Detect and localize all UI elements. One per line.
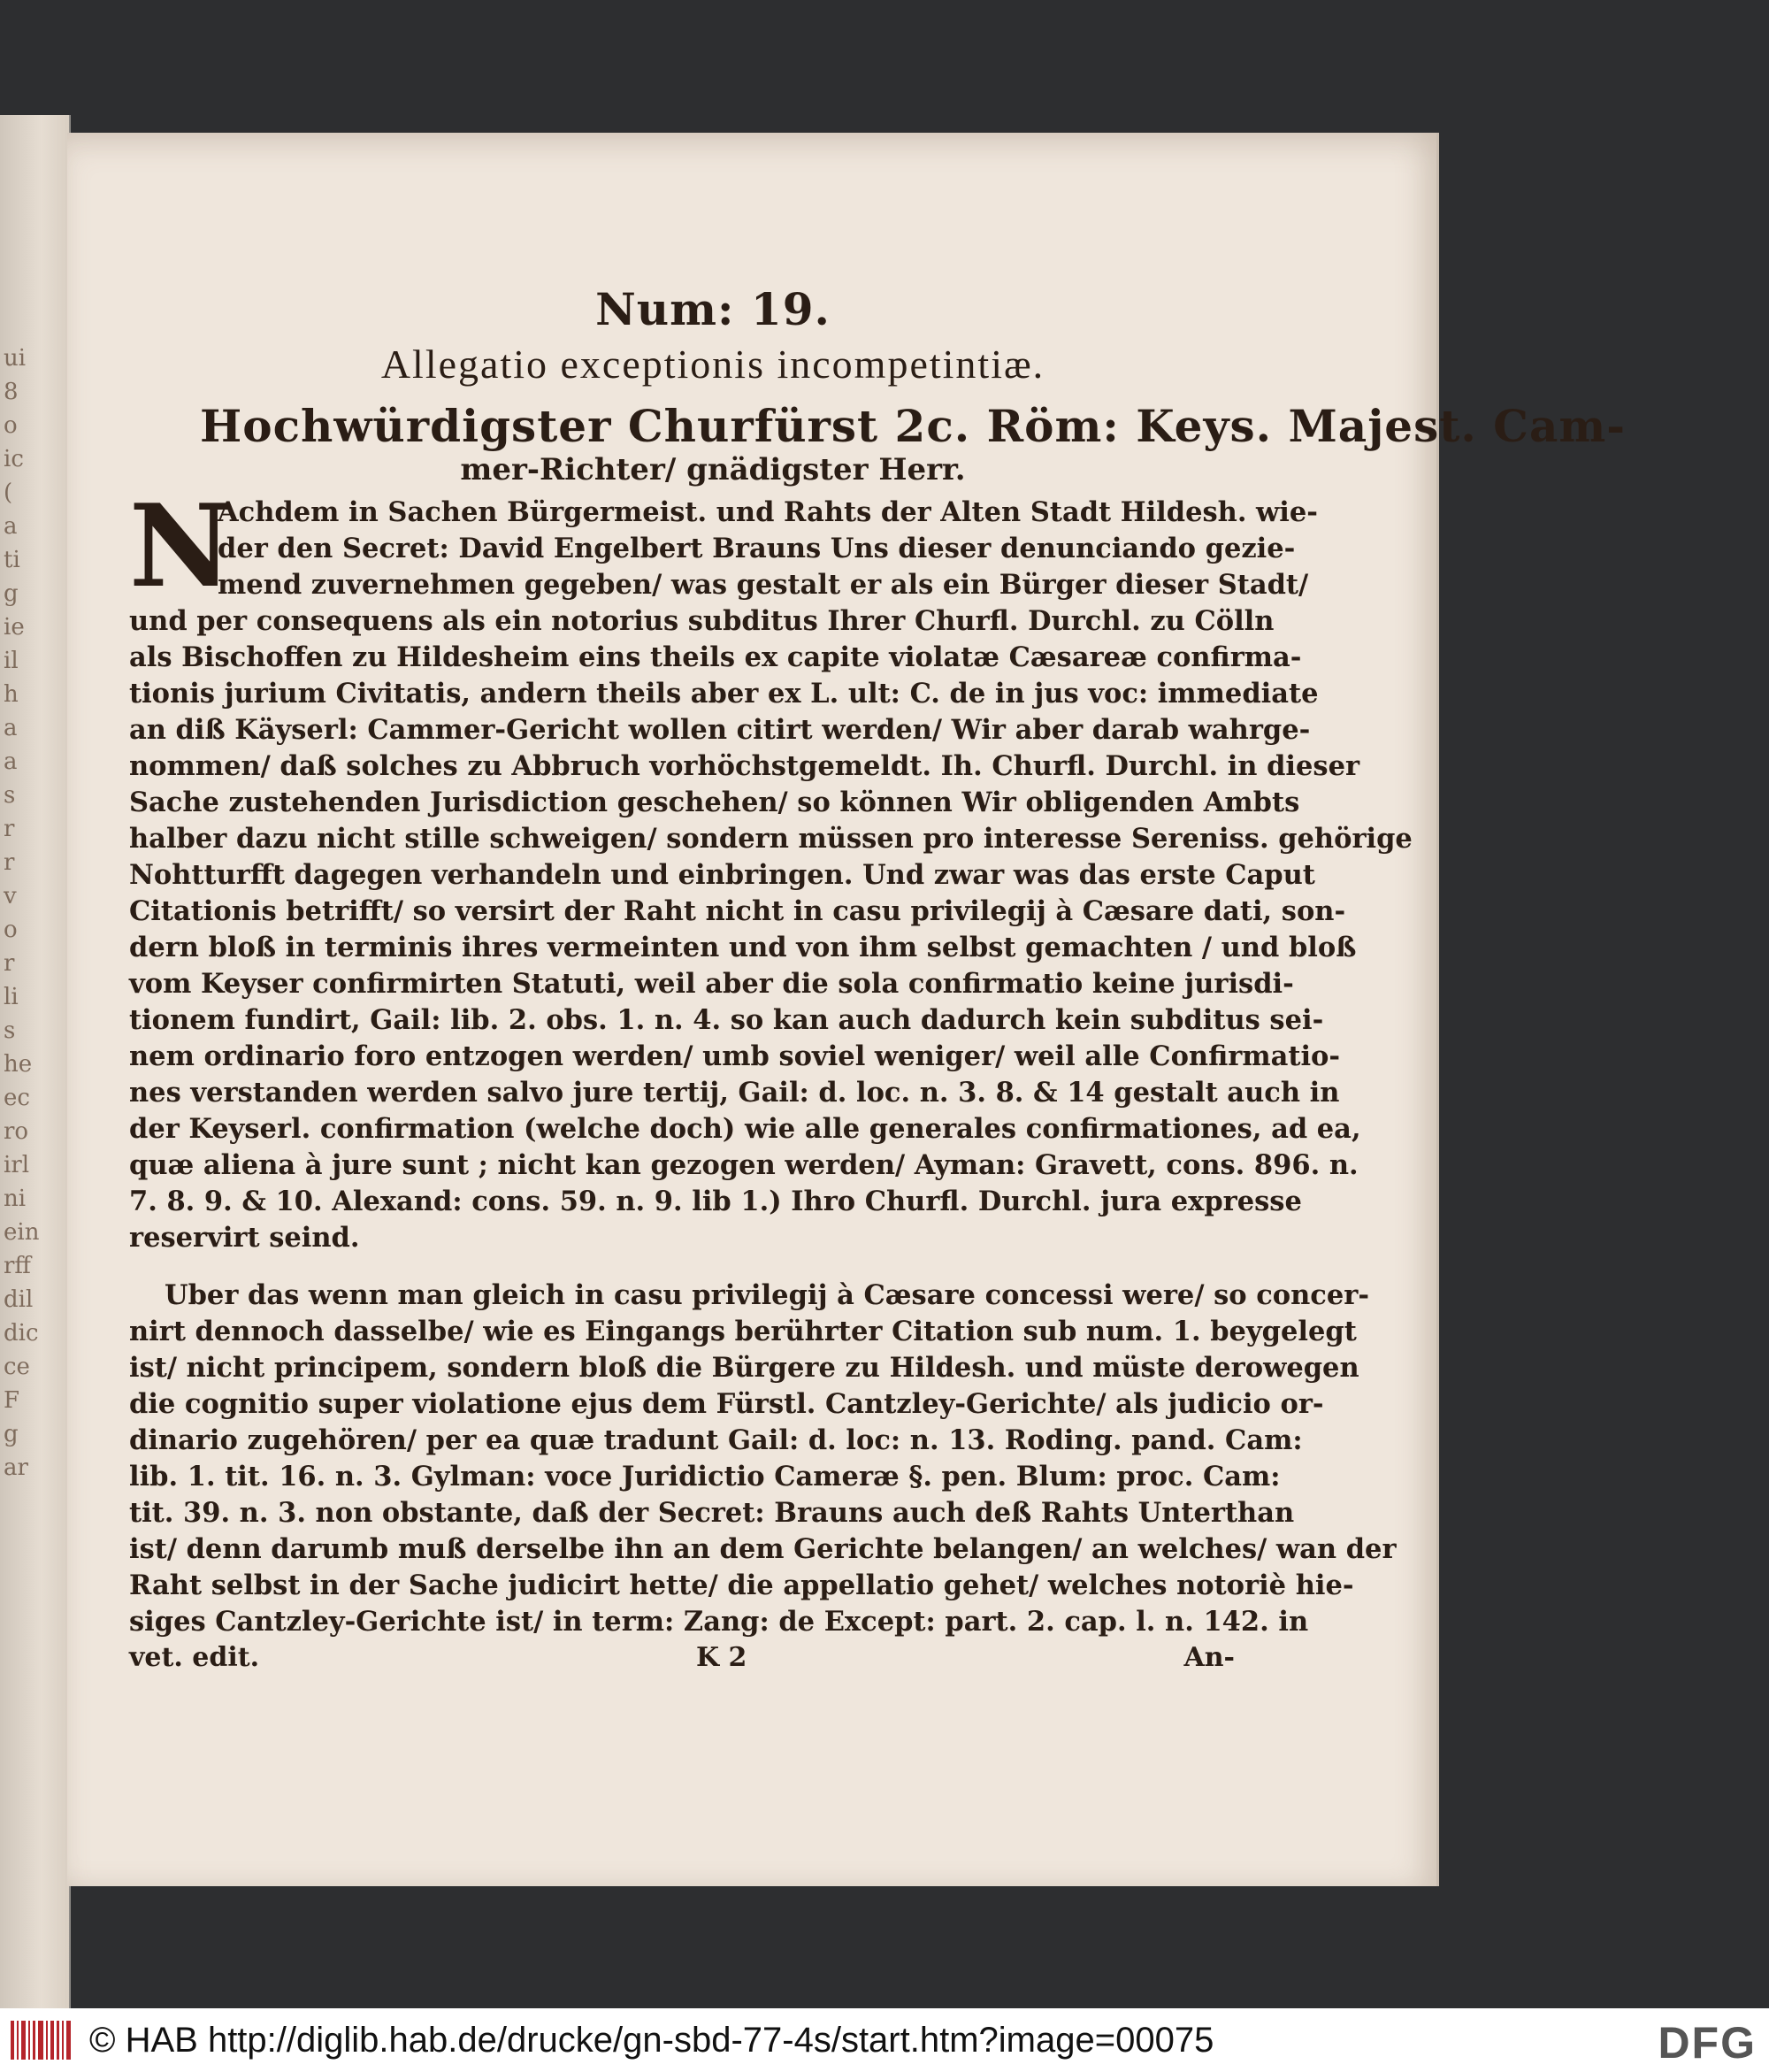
page-fragment: ui xyxy=(4,345,27,372)
page-fragment: irl xyxy=(4,1152,30,1178)
text-line: Sache zustehenden Jurisdiction geschehen/ so können Wir obligenden Ambts xyxy=(129,787,1300,818)
credit-link[interactable]: © HAB http://diglib.hab.de/drucke/gn-sbd-77-4s/start.htm?image=00075 xyxy=(89,2020,1214,2060)
page-fragment: o xyxy=(4,917,18,943)
page-fragment: dil xyxy=(4,1286,34,1313)
text-line: tionem fundirt, Gail: lib. 2. obs. 1. n. 4. so kan auch dadurch kein subditus sei- xyxy=(129,1004,1324,1036)
page-fragment: ni xyxy=(4,1186,27,1212)
page-fragment: dic xyxy=(4,1320,39,1347)
text-line: nirt dennoch dasselbe/ wie es Eingangs berührter Citation sub num. 1. beygelegt xyxy=(129,1316,1357,1347)
page-fragment: a xyxy=(4,513,18,540)
page-fragment: he xyxy=(4,1051,33,1078)
text-line: ist/ nicht principem, sondern bloß die Bürgere zu Hildesh. und müste derowegen xyxy=(129,1352,1359,1384)
text-line: ist/ denn darumb muß derselbe ihn an dem Gerichte belangen/ an welches/ wan der xyxy=(129,1533,1397,1565)
paragraph-1 xyxy=(129,480,1413,1256)
page-fragment: ar xyxy=(4,1454,28,1481)
text-line: Nohtturfft dagegen verhandeln und einbringen. Und zwar was das erste Caput xyxy=(129,859,1315,891)
text-line: tionis jurium Civitatis, andern theils aber ex L. ult: C. de in jus voc: immediate xyxy=(129,678,1319,710)
page-fragment: v xyxy=(4,883,17,909)
text-line: reservirt seind. xyxy=(129,1222,360,1254)
paragraph-2 xyxy=(129,1278,1397,1640)
page-fragment: il xyxy=(4,648,19,674)
document-subtitle: Allegatio exceptionis incompetintiæ. xyxy=(380,341,1045,387)
text-line: siges Cantzley-Gerichte ist/ in term: Zang: de Except: part. 2. cap. l. n. 142. in xyxy=(129,1606,1309,1638)
text-line: tit. 39. n. 3. non obstante, daß der Secret: Brauns auch deß Rahts Unterthan xyxy=(129,1497,1295,1529)
page-fragment: r xyxy=(4,849,15,876)
text-line: und per consequens als ein notorius subditus Ihrer Churfl. Durchl. zu Cölln xyxy=(129,605,1275,637)
adjacent-page-edge xyxy=(0,115,71,2008)
text-line: quæ aliena à jure sunt ; nicht kan gezogen werden/ Ayman: Gravett, cons. 896. n. xyxy=(129,1149,1359,1181)
text-line: an diß Käyserl: Cammer-Gericht wollen citirt werden/ Wir aber darab wahrge- xyxy=(129,714,1311,746)
page-footer xyxy=(129,1642,1235,1673)
barcode-icon xyxy=(11,2021,73,2060)
page-fragment: a xyxy=(4,715,18,741)
page-fragment: li xyxy=(4,984,19,1010)
text-line: der den Secret: David Engelbert Brauns Uns dieser denunciando gezie- xyxy=(218,533,1296,564)
drop-cap: N xyxy=(129,480,233,613)
text-line: dinario zugehören/ per ea quæ tradunt Gail: d. loc: n. 13. Roding. pand. Cam: xyxy=(129,1424,1303,1456)
page-fragment: ic xyxy=(4,446,24,472)
text-line: nommen/ daß solches zu Abbruch vorhöchstgemeldt. Ih. Churfl. Durchl. in dieser xyxy=(129,750,1360,782)
text-line: Achdem in Sachen Bürgermeist. und Rahts der Alten Stadt Hildesh. wie- xyxy=(218,496,1318,528)
text-line: der Keyserl. confirmation (welche doch) wie alle generales confirmationes, ad ea, xyxy=(129,1113,1361,1145)
page-fragment: F xyxy=(4,1387,20,1414)
text-line: lib. 1. tit. 16. n. 3. Gylman: voce Juridictio Cameræ §. pen. Blum: proc. Cam: xyxy=(129,1461,1281,1493)
text-line: nem ordinario foro entzogen werden/ umb soviel weniger/ weil alle Confirmatio- xyxy=(129,1040,1341,1072)
page-text xyxy=(129,283,1627,1673)
page-fragment: ro xyxy=(4,1118,29,1145)
page-fragment: 8 xyxy=(4,379,19,405)
salutation-line-2: mer-Richter/ gnädigster Herr. xyxy=(460,452,966,487)
text-line: die cognitio super violatione ejus dem Fürstl. Cantzley-Gerichte/ als judicio or- xyxy=(129,1388,1324,1420)
signature-mark: K 2 xyxy=(696,1642,747,1673)
credit-bar xyxy=(0,2008,1769,2072)
page-fragment: rff xyxy=(4,1253,31,1279)
page-fragment: o xyxy=(4,412,18,439)
text-line: dern bloß in terminis ihres vermeinten und von ihm selbst gemachten / und bloß xyxy=(129,932,1357,963)
page-fragment: a xyxy=(4,748,18,775)
page-fragment: g xyxy=(4,1421,19,1447)
document-page xyxy=(67,133,1627,1886)
text-line: mend zuvernehmen gegeben/ was gestalt er als ein Bürger dieser Stadt/ xyxy=(218,569,1309,601)
page-fragment: ti xyxy=(4,547,20,573)
page-fragment: r xyxy=(4,816,15,842)
page-fragment: h xyxy=(4,681,19,708)
page-fragment: ( xyxy=(4,480,13,506)
text-line: vom Keyser confirmirten Statuti, weil aber die sola confirmatio keine jurisdi- xyxy=(129,968,1294,1000)
text-line: Citationis betrifft/ so versirt der Raht nicht in casu privilegij à Cæsare dati, son- xyxy=(129,895,1346,927)
page-fragment: ein xyxy=(4,1219,40,1246)
page-fragment: s xyxy=(4,782,16,809)
page-fragment: ie xyxy=(4,614,25,641)
text-line: nes verstanden werden salvo jure tertij, Gail: d. loc. n. 3. 8. & 14 gestalt auch in xyxy=(129,1077,1340,1109)
document-number: Num: 19. xyxy=(595,283,831,335)
dfg-logo: DFG xyxy=(1658,2018,1757,2068)
salutation-line-1: Hochwürdigster Churfürst 2c. Röm: Keys. Majest. Cam- xyxy=(200,400,1627,452)
text-line: halber dazu nicht stille schweigen/ sondern müssen pro interesse Sereniss. gehörige xyxy=(129,823,1413,855)
text-line: 7. 8. 9. & 10. Alexand: cons. 59. n. 9. lib 1.) Ihro Churfl. Durchl. jura expresse xyxy=(129,1186,1302,1217)
text-line: Uber das wenn man gleich in casu privilegij à Cæsare concessi were/ so concer- xyxy=(165,1279,1370,1311)
text-line: Raht selbst in der Sache judicirt hette/ die appellatio gehet/ welches notoriè hie- xyxy=(129,1569,1354,1601)
footer-text: vet. edit. xyxy=(129,1642,260,1673)
page-fragment: r xyxy=(4,950,15,977)
text-line: als Bischoffen zu Hildesheim eins theils ex capite violatæ Cæsareæ confirma- xyxy=(129,641,1302,673)
page-fragment: s xyxy=(4,1017,16,1044)
page-fragment: ce xyxy=(4,1354,30,1380)
page-fragment: ec xyxy=(4,1085,30,1111)
catchword: An- xyxy=(1183,1642,1235,1673)
page-fragment: g xyxy=(4,580,19,607)
